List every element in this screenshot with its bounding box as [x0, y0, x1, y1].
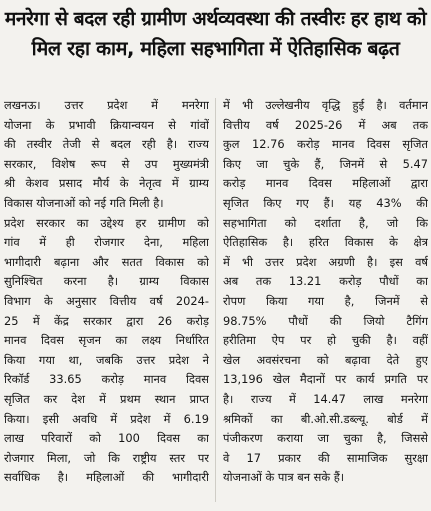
article-headline [4, 4, 427, 64]
body-line: हरीतिमा ऐप पर हो चुकी है। वहीं [223, 333, 428, 348]
body-line: सृजित कर देश में प्रथम स्थान प्राप्त [4, 391, 209, 406]
headline-line: मनरेगा से बदल रही ग्रामीण अर्थव्यवस्था की तस्वीरः हर हाथ को [4, 7, 427, 30]
column-divider [215, 98, 216, 502]
article-column-right [223, 96, 428, 488]
body-line: में भी उल्लेखनीय वृद्धि हुई है। वर्तमान [223, 98, 428, 112]
body-line: कुल 12.76 करोड़ मानव दिवस सृजित [223, 137, 428, 152]
body-line: प्रदेश सरकार का उद्देश्य हर ग्रामीण को [4, 215, 209, 230]
body-line: खेल अवसंरचना को बढ़ावा देते हुए [223, 352, 428, 367]
body-line: पंजीकरण कराया जा चुका है, जिससे [223, 431, 428, 446]
body-line: विकास योजनाओं को नई गति मिली है। [4, 195, 164, 210]
article-column-left [4, 96, 209, 488]
body-line: सुनिश्चित करना है। ग्राम्य विकास [4, 274, 209, 289]
headline-line: मिल रहा काम, महिला सहभागिता में ऐतिहासिक बढ़त [31, 37, 400, 60]
body-line: सहभागिता को दर्शाता है, जो कि [223, 215, 428, 230]
body-line: वे 17 प्रकार की सामाजिक सुरक्षा [223, 450, 428, 465]
body-line: रोजगार मिला, जो कि राष्ट्रीय स्तर पर [4, 450, 209, 465]
body-line: ऐतिहासिक है। हरित विकास के क्षेत्र [223, 235, 428, 250]
body-line: गांव में ही रोजगार देना, महिला [4, 235, 209, 250]
body-line: है। राज्य में 14.47 लाख मनरेगा [223, 391, 428, 406]
body-line: करोड़ मानव दिवस महिलाओं द्वारा [223, 176, 428, 191]
body-line: योजनाओं के पात्र बन सके हैं। [223, 470, 345, 485]
body-line: सर्वाधिक है। महिलाओं की भागीदारी [4, 470, 209, 485]
body-line: की तस्वीर तेजी से बदल रही है। राज्य [4, 137, 209, 152]
body-line: विभाग के अनुसार वित्तीय वर्ष 2024- [4, 293, 209, 308]
body-line: 25 में केंद्र सरकार द्वारा 26 करोड़ [4, 313, 209, 328]
body-line: 13,196 खेल मैदानों पर कार्य प्रगति पर [223, 372, 428, 387]
body-line: 98.75% पौधों की जियो टैगिंग [223, 313, 428, 328]
body-line: वित्तीय वर्ष 2025-26 में अब तक [223, 117, 428, 132]
body-line: सरकार, विशेष रूप से उप मुख्यमंत्री [4, 156, 209, 171]
body-line: योजना के प्रभावी क्रियान्वयन से गांवों [4, 117, 209, 132]
body-line: मानव दिवस सृजन का लक्ष्य निर्धारित [4, 333, 209, 348]
body-line: लाख परिवारों को 100 दिवस का [4, 431, 209, 446]
body-line: रिकॉर्ड 33.65 करोड़ मानव दिवस [4, 372, 209, 387]
body-line: श्रमिकों का बी.ओ.सी.डब्ल्यू. बोर्ड में [223, 411, 428, 426]
body-line: में भी उत्तर प्रदेश अग्रणी है। इस वर्ष [223, 254, 428, 269]
body-line: रोपण किया गया है, जिनमें से [223, 293, 428, 308]
body-line: भागीदारी बढ़ाना और सतत विकास को [4, 254, 209, 269]
body-line: श्री केशव प्रसाद मौर्य के नेतृत्व में ग्राम्य [4, 176, 209, 191]
body-line: किया। इसी अवधि में प्रदेश में 6.19 [4, 411, 209, 426]
body-line: सृजित किए गए हैं। यह 43% की [223, 195, 428, 210]
body-line: अब तक 13.21 करोड़ पौधों का [223, 274, 428, 289]
body-line: किए जा चुके हैं, जिनमें से 5.47 [223, 156, 428, 171]
body-line: किया गया था, जबकि उत्तर प्रदेश ने [4, 352, 209, 367]
body-line: लखनऊ। उत्तर प्रदेश में मनरेगा [4, 98, 209, 112]
